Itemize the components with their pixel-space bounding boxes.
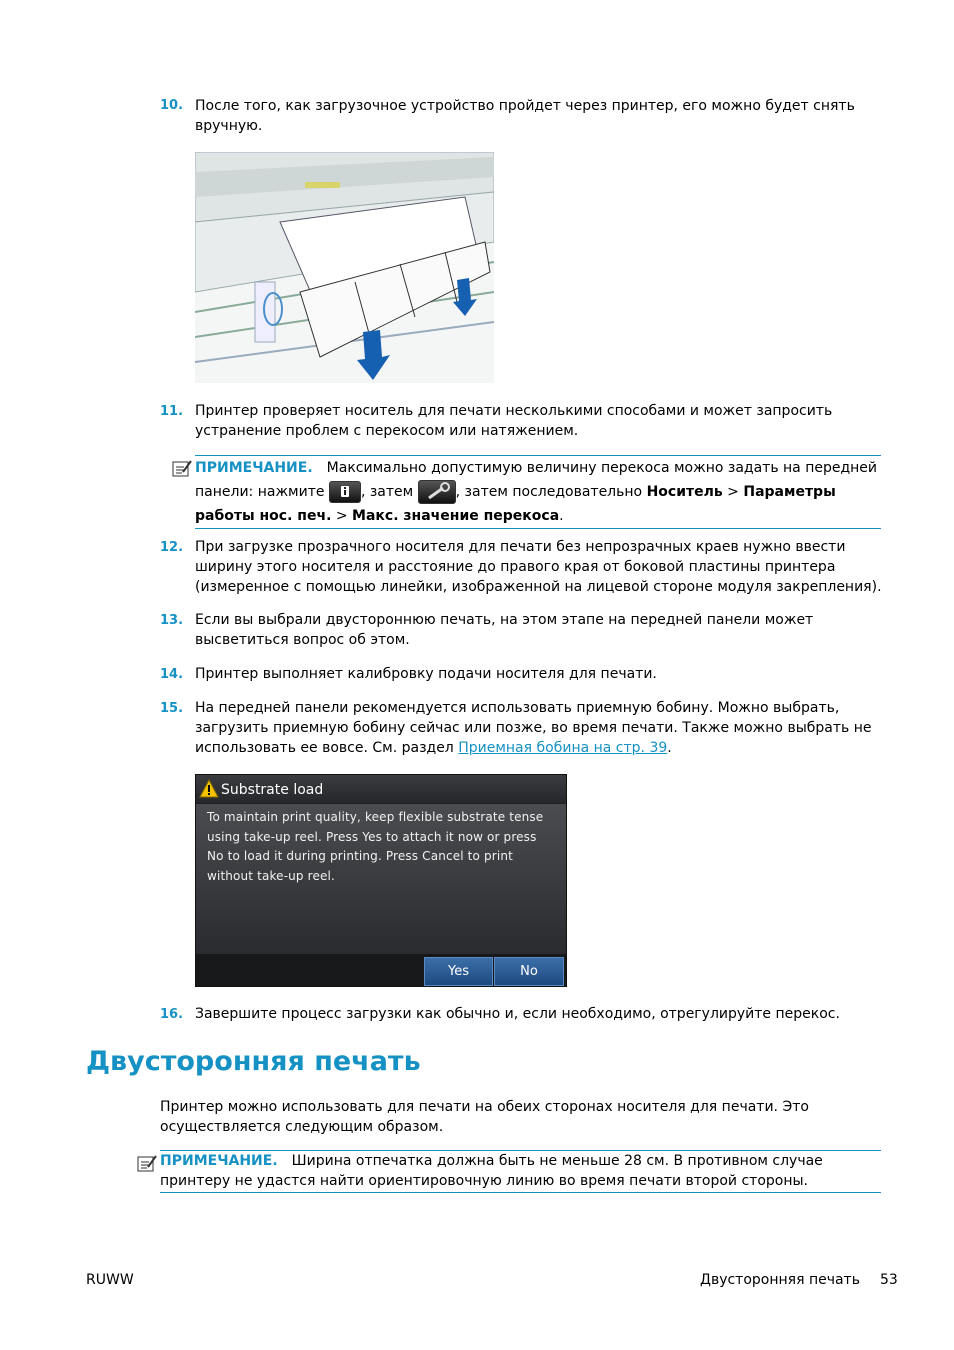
step-number: 11. bbox=[160, 404, 184, 419]
takeup-reel-link[interactable]: Приемная бобина на стр. 39 bbox=[458, 740, 668, 756]
step-text bbox=[195, 698, 885, 758]
printer-loading-illustration bbox=[195, 152, 494, 383]
section-title: Двусторонняя печать bbox=[86, 1046, 421, 1077]
info-button-icon bbox=[329, 481, 361, 503]
step-number: 10. bbox=[160, 98, 184, 113]
step-number: 12. bbox=[160, 540, 184, 555]
note-end: . bbox=[559, 508, 564, 524]
note-text: Максимально допустимую величину перекоса можно задать на передней панели: нажмите bbox=[195, 460, 878, 500]
page-number: 53 bbox=[880, 1272, 898, 1288]
settings-wrench-icon bbox=[418, 480, 456, 504]
footer-section: Двусторонняя печать bbox=[700, 1272, 860, 1288]
step-text-part: . bbox=[667, 740, 672, 756]
step-text: Если вы выбрали двустороннюю печать, на этом этапе на передней панели может высветиться вопрос об этом. bbox=[195, 612, 814, 648]
step-text: После того, как загрузочное устройство пройдет через принтер, его можно будет снять вручную. bbox=[195, 98, 855, 134]
step-number: 16. bbox=[160, 1007, 184, 1022]
menu-path-params: Параметры работы нос. печ. bbox=[195, 484, 836, 524]
section-intro: Принтер можно использовать для печати на обеих сторонах носителя для печати. Это осуществляется следующим образом. bbox=[160, 1099, 809, 1135]
note-skew bbox=[195, 455, 881, 529]
dialog-title-bar bbox=[196, 775, 566, 803]
step-number: 14. bbox=[160, 667, 184, 682]
step-number: 15. bbox=[160, 701, 184, 716]
menu-path-substrate: Носитель bbox=[646, 484, 723, 500]
note-text: Ширина отпечатка должна быть не меньше 28 см. В противном случае принтеру не удастся найти ориентировочную линию во время печати второй стороны. bbox=[160, 1153, 823, 1189]
menu-separator: > bbox=[722, 484, 744, 500]
note-label: ПРИМЕЧАНИЕ. bbox=[160, 1153, 278, 1169]
dialog-body bbox=[196, 804, 566, 954]
dialog-footer bbox=[196, 954, 566, 986]
note-text: , затем bbox=[360, 484, 418, 500]
note-text: , затем последовательно bbox=[455, 484, 647, 500]
note-label: ПРИМЕЧАНИЕ. bbox=[195, 460, 313, 476]
note-icon bbox=[172, 459, 192, 477]
menu-separator: > bbox=[331, 508, 353, 524]
step-text-part: На передней панели рекомендуется использовать приемную бобину. Можно выбрать, загрузить приемную бобину сейчас или позже, во время печати. Также можно выбрать не использовать ее вовсе. См. раздел bbox=[195, 700, 872, 756]
substrate-load-dialog bbox=[195, 774, 567, 987]
step-text: Завершите процесс загрузки как обычно и, если необходимо, отрегулируйте перекос. bbox=[195, 1006, 840, 1022]
warning-icon bbox=[199, 779, 219, 798]
dialog-message: To maintain print quality, keep flexible substrate tense using take-up reel. Press Yes to attach it now or press No to load it during printing. Press Cancel to print without take-up reel. bbox=[207, 810, 544, 883]
step-text: Принтер проверяет носитель для печати несколькими способами и может запросить устранение проблем с перекосом или натяжением. bbox=[195, 403, 833, 439]
dialog-title: Substrate load bbox=[221, 782, 324, 798]
yes-button[interactable]: Yes bbox=[424, 957, 493, 986]
step-number: 13. bbox=[160, 613, 184, 628]
no-button[interactable]: No bbox=[494, 957, 564, 986]
menu-path-max-skew: Макс. значение перекоса bbox=[352, 508, 560, 524]
step-text: При загрузке прозрачного носителя для печати без непрозрачных краев нужно ввести ширину этого носителя и расстояние до правого края от боковой пластины принтера (измеренное с помощью линейки, изображенной на лицевой стороне модуля закрепления). bbox=[195, 539, 882, 595]
note-icon bbox=[137, 1154, 157, 1172]
step-text: Принтер выполняет калибровку подачи носителя для печати. bbox=[195, 666, 657, 682]
note-duplex-width bbox=[160, 1150, 881, 1193]
footer-left: RUWW bbox=[86, 1272, 134, 1288]
